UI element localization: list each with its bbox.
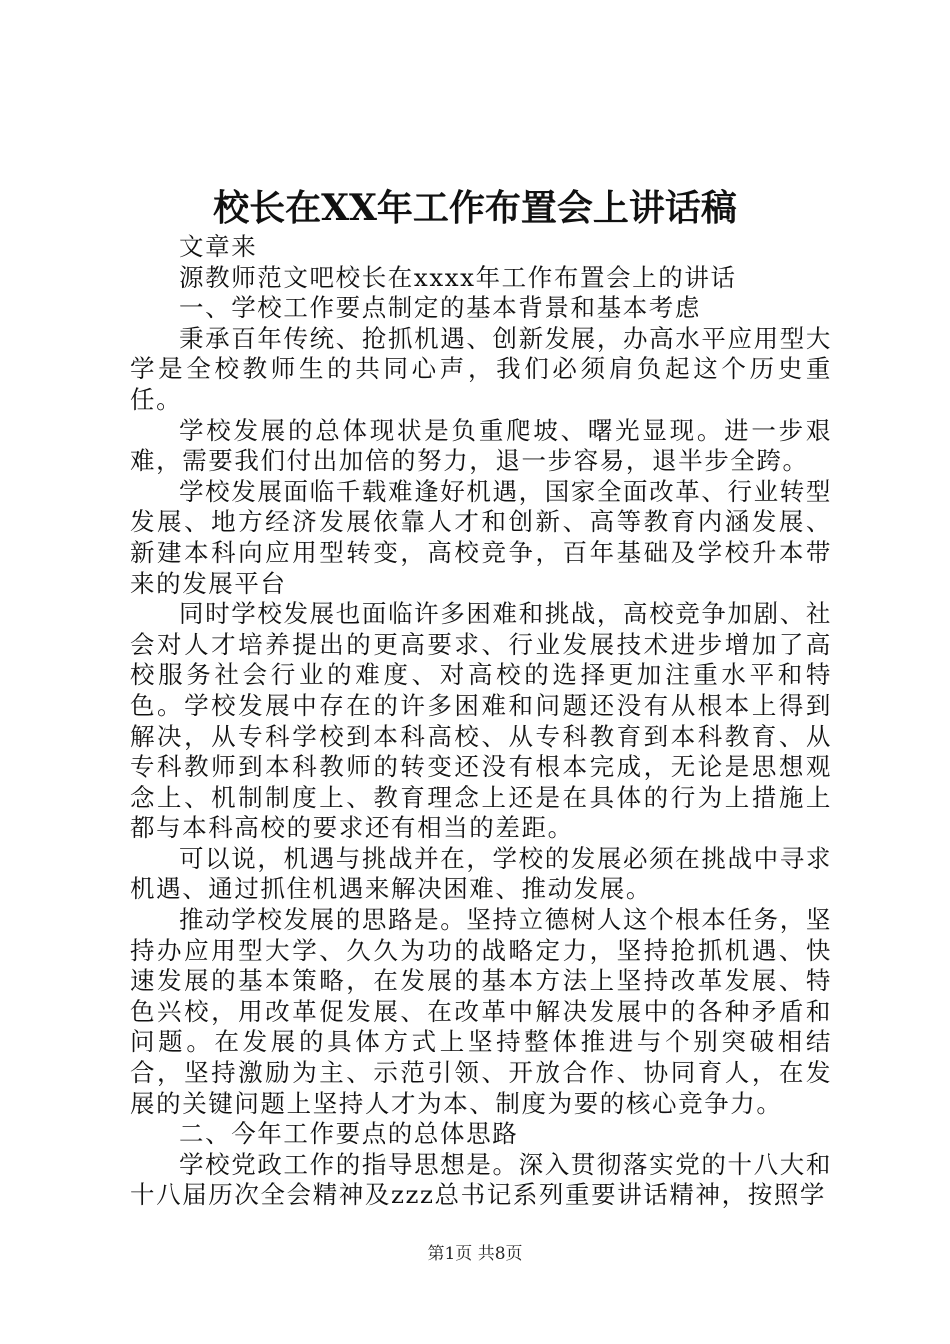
section-heading-1: 一、学校工作要点制定的基本背景和基本考虑 <box>179 293 701 323</box>
document-body <box>130 232 832 1211</box>
paragraph: 可以说，机遇与挑战并在，学校的发展必须在挑战中寻求机遇、通过抓住机遇来解决困难、推动发展。 <box>130 843 832 904</box>
paragraph: 秉承百年传统、抢抓机遇、创新发展，办高水平应用型大学是全校教师生的共同心声，我们必须肩负起这个历史重任。 <box>130 323 832 414</box>
document-title: 校长在XX年工作布置会上讲话稿 <box>213 187 737 229</box>
section-heading-2: 二、今年工作要点的总体思路 <box>179 1119 519 1149</box>
paragraph: 学校发展的总体现状是负重爬坡、曙光显现。进一步艰难，需要我们付出加倍的努力，退一步容易，退半步全跨。 <box>130 415 832 476</box>
page-total: 共8页 <box>477 1244 523 1264</box>
paragraph: 学校党政工作的指导思想是。深入贯彻落实党的十八大和十八届历次全会精神及zzz总书记系列重要讲话精神，按照学 <box>130 1149 832 1210</box>
paragraph-source-line-1: 文章来 <box>179 232 258 261</box>
page-number: 第1页 <box>427 1244 473 1264</box>
paragraph: 推动学校发展的思路是。坚持立德树人这个根本任务，坚持办应用型大学、久久为功的战略定力，坚持抢抓机遇、快速发展的基本策略，在发展的基本方法上坚持改革发展、特色兴校，用改革促发展、在改革中解决发展中的各种矛盾和问题。在发展的具体方式上坚持整体推进与个别突破相结合，坚持激励为主、示范引领、开放合作、协同育人，在发展的关键问题上坚持人才为本、制度为要的核心竞争力。 <box>130 905 832 1118</box>
page-footer <box>0 1242 950 1266</box>
paragraph: 学校发展面临千载难逢好机遇，国家全面改革、行业转型发展、地方经济发展依靠人才和创新、高等教育内涵发展、新建本科向应用型转变，高校竞争，百年基础及学校升本带来的发展平台 <box>130 476 832 598</box>
paragraph-source-line-2: 源教师范文吧校长在xxxx年工作布置会上的讲话 <box>179 262 737 292</box>
paragraph: 同时学校发展也面临许多困难和挑战，高校竞争加剧、社会对人才培养提出的更高要求、行业发展技术进步增加了高校服务社会行业的难度、对高校的选择更加注重水平和特色。学校发展中存在的许多困难和问题还没有从根本上得到解决，从专科学校到本科高校、从专科教育到本科教育、从专科教师到本科教师的转变还没有根本完成，无论是思想观念上、机制制度上、教育理念上还是在具体的行为上措施上都与本科高校的要求还有相当的差距。 <box>130 599 832 843</box>
